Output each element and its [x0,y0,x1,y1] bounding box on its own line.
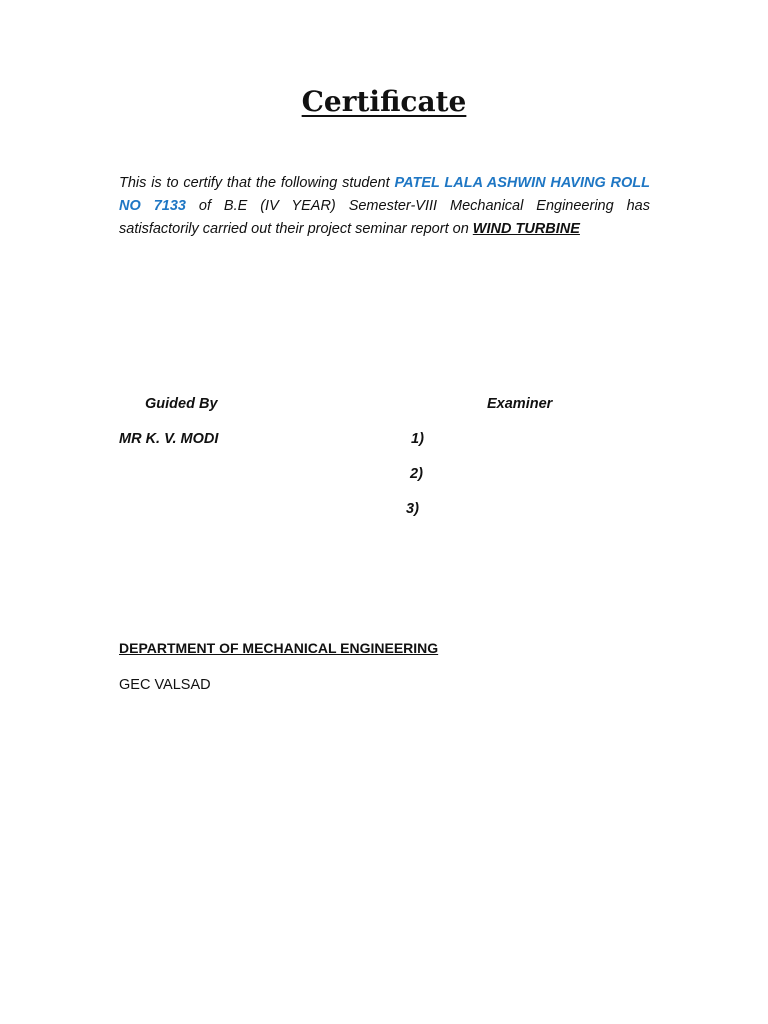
project-topic: WIND TURBINE [472,221,580,237]
college-name: GEC VALSAD [119,677,211,693]
examiner-slot-3: 3) [406,501,419,517]
guided-by-label: Guided By [145,396,218,412]
certificate-title-text: Certificate [301,85,467,118]
guide-name: MR K. V. MODI [119,431,219,447]
statement-middle: of B.E (IV YEAR) Semester-VIII Mechanical Engineering has satisfactorily carried out their project seminar report on [119,198,650,237]
examiner-label: Examiner [487,396,553,412]
certificate-statement [119,172,650,241]
statement-intro: This is to certify that the following student [119,175,395,191]
examiner-slot-1: 1) [411,431,424,447]
certificate-title [0,84,768,120]
examiner-slot-2: 2) [410,466,423,482]
department-name: DEPARTMENT OF MECHANICAL ENGINEERING [119,640,439,656]
student-details: PATEL LALA ASHWIN HAVING ROLL NO 7133 [119,175,650,214]
